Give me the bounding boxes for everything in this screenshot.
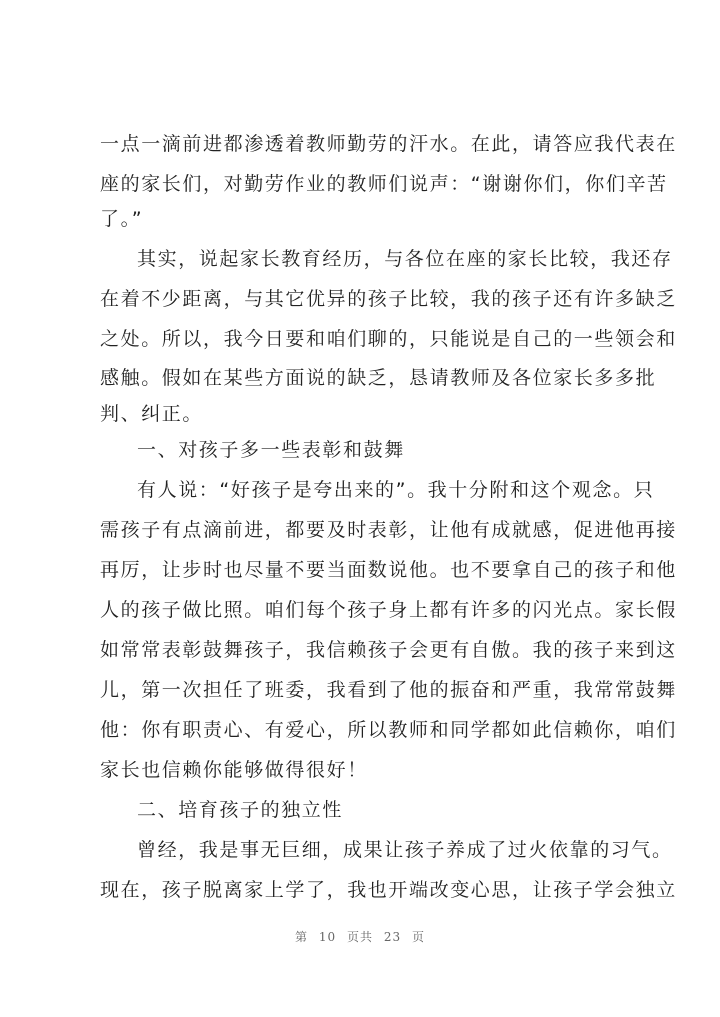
text-line: 他：你有职责心、有爱心，所以教师和同学都如此信赖你，咱们: [100, 719, 677, 741]
footer-page-label: 第: [295, 930, 309, 944]
text-line: 座的家长们，对勤劳作业的教师们说声：“谢谢你们，你们辛苦: [100, 173, 668, 195]
text-line: 其实，说起家长教育经历，与各位在座的家长比较，我还存: [137, 248, 673, 270]
text-line: 判、纠正。: [100, 403, 204, 425]
footer-page-suffix: 页共: [346, 930, 373, 944]
text-line: 家长也信赖你能够做得很好！: [100, 759, 368, 781]
text-line: 如常常表彰鼓舞孩子，我信赖孩子会更有自傲。我的孩子来到这: [100, 639, 677, 661]
text-line: 了。”: [100, 208, 144, 230]
text-line: 再厉，让步时也尽量不要当面数说他。也不要拿自己的孩子和他: [100, 559, 677, 581]
text-line: 一点一滴前进都渗透着教师勤劳的汗水。在此，请答应我代表在: [100, 133, 677, 155]
text-line: 儿，第一次担任了班委，我看到了他的振奋和严重，我常常鼓舞: [100, 679, 677, 701]
text-line: 需孩子有点滴前进，都要及时表彰，让他有成就感，促进他再接: [100, 519, 677, 541]
footer-total-pages: 23: [383, 930, 402, 944]
text-line: 曾经，我是事无巨细，成果让孩子养成了过火依靠的习气。: [137, 839, 673, 861]
section-heading: 一、对孩子多一些表彰和鼓舞: [137, 439, 405, 461]
text-line: 感触。假如在某些方面说的缺乏，恳请教师及各位家长多多批: [100, 367, 657, 389]
footer-total-suffix: 页: [411, 930, 425, 944]
text-line: 在着不少距离，与其它优异的孩子比较，我的孩子还有许多缺乏: [100, 288, 677, 310]
text-line: 之处。所以，我今日要和咱们聊的，只能说是自己的一些领会和: [100, 328, 677, 350]
footer-current-page: 10: [318, 930, 337, 944]
text-line: 现在，孩子脱离家上学了，我也开端改变心思，让孩子学会独立: [100, 879, 677, 901]
text-line: 有人说：“好孩子是夸出来的”。我十分附和这个观念。只: [137, 479, 655, 501]
text-line: 人的孩子做比照。咱们每个孩子身上都有许多的闪光点。家长假: [100, 599, 677, 621]
page-footer: [0, 928, 720, 945]
section-heading: 二、培育孩子的独立性: [137, 799, 344, 821]
